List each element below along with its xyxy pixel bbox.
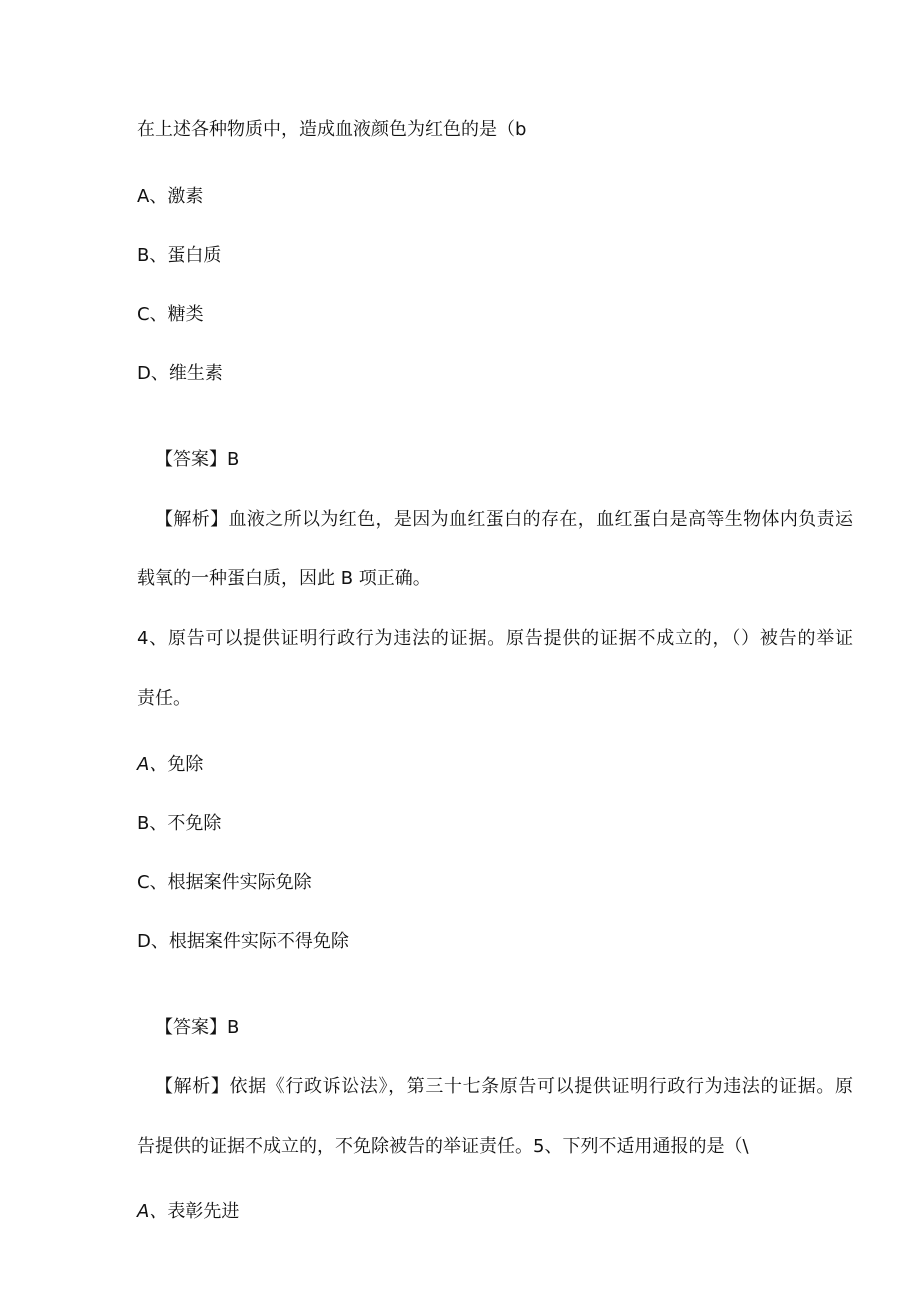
q4-option-b <box>137 812 221 836</box>
q4-analysis-text-1: 【解析】依据《行政诉讼法》，第三十七条原告可以提供证明行政行为违法的证据。原 <box>155 1076 853 1097</box>
question-4-text-1: 4、原告可以提供证明行政行为违法的证据。原告提供的证据不成立的，（）被告的举证 <box>137 628 853 649</box>
option-text: 根据案件实际不得免除 <box>168 931 349 952</box>
option-label: A、 <box>137 754 168 775</box>
option-text: 根据案件实际免除 <box>167 872 312 893</box>
option-text: 激素 <box>167 186 204 207</box>
question-4-line-2: 责任。 <box>137 688 191 709</box>
q3-answer: 【答案】B <box>155 449 240 470</box>
option-text: 蛋白质 <box>167 245 222 266</box>
question-3-text: 在上述各种物质中，造成血液颜色为红色的是（b <box>137 119 527 140</box>
q3-analysis-line-1 <box>155 508 853 532</box>
q3-analysis-line-2: 载氧的一种蛋白质，因此 B 项正确。 <box>137 568 431 589</box>
option-label: D、 <box>137 363 169 384</box>
q4-option-c <box>137 871 312 895</box>
q3-option-a <box>137 185 203 209</box>
option-text: 糖类 <box>167 304 204 325</box>
q3-option-b <box>137 244 221 268</box>
option-label: D、 <box>137 931 169 952</box>
option-label: B、 <box>137 245 168 266</box>
q3-option-c <box>137 303 204 327</box>
option-label: A、 <box>137 1201 168 1222</box>
option-text: 不免除 <box>167 813 222 834</box>
option-text: 维生素 <box>168 363 223 384</box>
q4-analysis-line-1 <box>155 1075 853 1099</box>
q4-analysis-line-2: 告提供的证据不成立的，不免除被告的举证责任。5、下列不适用通报的是（\ <box>137 1136 749 1157</box>
option-label: C、 <box>137 872 168 893</box>
option-label: C、 <box>137 304 168 325</box>
q4-option-a <box>137 753 203 777</box>
q4-answer: 【答案】B <box>155 1017 240 1038</box>
option-text: 表彰先进 <box>167 1201 240 1222</box>
option-label: A、 <box>137 186 168 207</box>
question-4-line-1 <box>137 627 853 651</box>
option-text: 免除 <box>167 754 204 775</box>
q3-analysis-text-1: 【解析】血液之所以为红色，是因为血红蛋白的存在，血红蛋白是高等生物体内负责运 <box>155 509 853 530</box>
q3-option-d <box>137 362 223 386</box>
option-label: B、 <box>137 813 168 834</box>
q4-option-d <box>137 930 349 954</box>
q5-option-a <box>137 1200 239 1224</box>
